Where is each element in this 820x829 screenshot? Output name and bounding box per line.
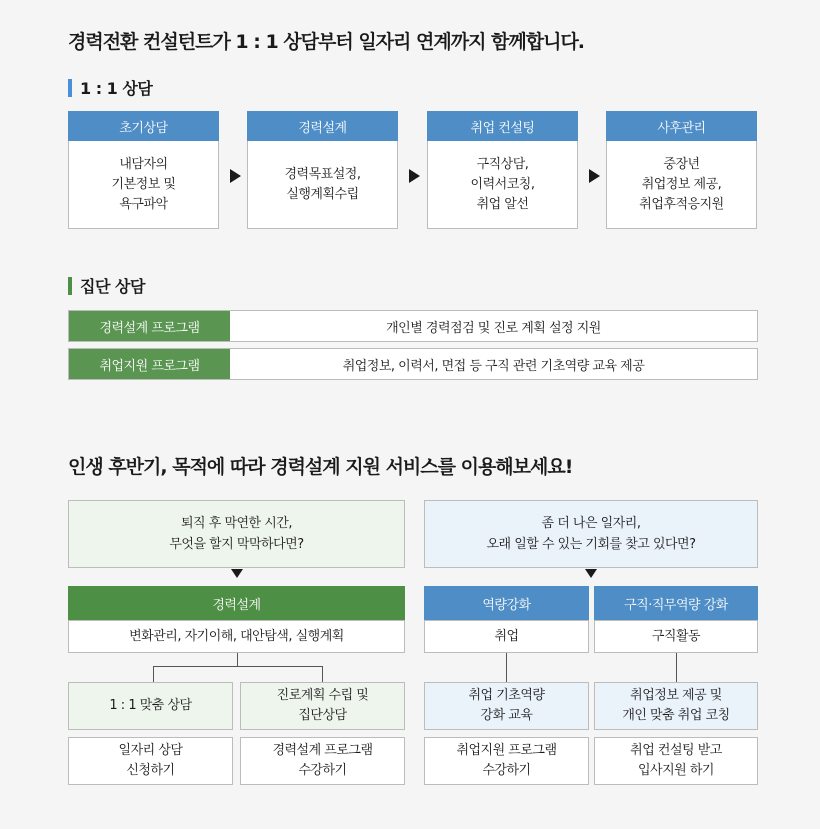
- capacity-sub: 취업: [424, 620, 589, 653]
- arrow-down-icon: [231, 569, 243, 578]
- action-job-consult: 일자리 상담 신청하기: [68, 737, 233, 785]
- step-followup: [606, 111, 757, 229]
- section-group-title: [68, 274, 145, 297]
- career-design-sub: 변화관리, 자기이해, 대안탐색, 실행계획: [68, 620, 405, 653]
- action-career-program: 경력설계 프로그램 수강하기: [240, 737, 405, 785]
- step-head: 사후관리: [606, 111, 757, 141]
- step-head: 초기상담: [68, 111, 219, 141]
- section-individual-title: [68, 76, 152, 99]
- arrow-right-icon: [409, 169, 420, 183]
- step-initial-consult: [68, 111, 219, 229]
- step-head: 취업 컨설팅: [427, 111, 578, 141]
- section-marker: [68, 79, 72, 97]
- question-better-job: 좀 더 나은 일자리, 오래 일할 수 있는 기회를 찾고 있다면?: [424, 500, 758, 568]
- question-retirement: 퇴직 후 막연한 시간, 무엇을 할지 막막하다면?: [68, 500, 405, 568]
- step-body: 구직상담, 이력서코칭, 취업 알선: [427, 141, 578, 229]
- step-basic-training: 취업 기초역량 강화 교육: [424, 682, 589, 730]
- action-job-program: 취업지원 프로그램 수강하기: [424, 737, 589, 785]
- arrow-right-icon: [230, 169, 241, 183]
- action-apply: 취업 컨설팅 받고 입사지원 하기: [594, 737, 758, 785]
- step-group-counsel: 진로계획 수립 및 집단상담: [240, 682, 405, 730]
- connector-line: [237, 653, 238, 666]
- step-job-consulting: [427, 111, 578, 229]
- group-row-label: 경력설계 프로그램: [69, 311, 230, 341]
- arrow-right-icon: [589, 169, 600, 183]
- connector-line: [153, 666, 154, 682]
- step-head: 경력설계: [247, 111, 398, 141]
- step-body: 경력목표설정, 실행계획수립: [247, 141, 398, 229]
- connector-line: [153, 666, 322, 667]
- arrow-down-icon: [585, 569, 597, 578]
- section-individual-label: 1 : 1 상담: [80, 79, 153, 98]
- section-marker: [68, 277, 72, 295]
- step-job-coaching: 취업정보 제공 및 개인 맞춤 취업 코칭: [594, 682, 758, 730]
- headline-consultant: 경력전환 컨설턴트가 1 : 1 상담부터 일자리 연계까지 함께합니다.: [68, 31, 585, 53]
- group-row-job: [68, 348, 758, 380]
- group-row-desc: 개인별 경력점검 및 진로 계획 설정 지원: [386, 320, 601, 336]
- step-one-on-one: 1 : 1 맞춤 상담: [68, 682, 233, 730]
- career-design-head: 경력설계: [68, 586, 405, 620]
- connector-line: [322, 666, 323, 682]
- section-group-label: 집단 상담: [80, 277, 145, 296]
- headline-life: 인생 후반기, 목적에 따라 경력설계 지원 서비스를 이용해보세요!: [68, 456, 573, 478]
- jobseek-head: 구직·직무역량 강화: [594, 586, 758, 620]
- step-body: 내담자의 기본정보 및 욕구파악: [68, 141, 219, 229]
- jobseek-sub: 구직활동: [594, 620, 758, 653]
- capacity-head: 역량강화: [424, 586, 589, 620]
- step-career-design: [247, 111, 398, 229]
- group-row-career: [68, 310, 758, 342]
- connector-line: [506, 653, 507, 682]
- group-row-desc: 취업정보, 이력서, 면접 등 구직 관련 기초역량 교육 제공: [342, 358, 645, 374]
- step-body: 중장년 취업정보 제공, 취업후적응지원: [606, 141, 757, 229]
- group-row-label: 취업지원 프로그램: [69, 349, 230, 379]
- connector-line: [676, 653, 677, 682]
